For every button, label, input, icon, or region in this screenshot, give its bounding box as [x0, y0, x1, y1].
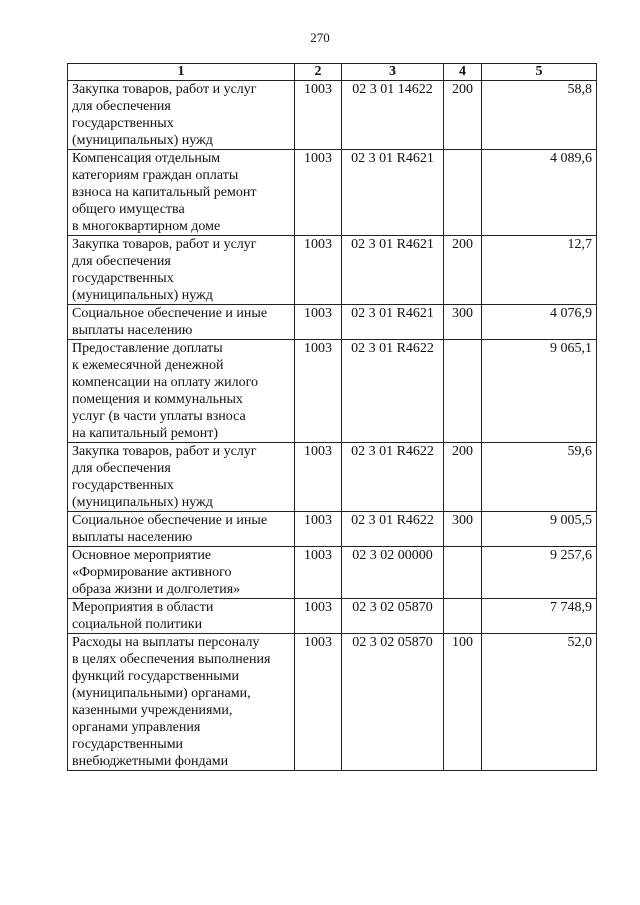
type-cell [444, 547, 482, 599]
type-cell: 300 [444, 305, 482, 340]
csr-cell: 02 3 01 R4622 [342, 443, 444, 512]
amount-cell: 9 257,6 [482, 547, 597, 599]
code-cell: 1003 [295, 512, 342, 547]
csr-cell: 02 3 02 05870 [342, 634, 444, 771]
amount-cell: 4 076,9 [482, 305, 597, 340]
csr-cell: 02 3 02 05870 [342, 599, 444, 634]
header-col-4: 4 [444, 64, 482, 81]
table-row [68, 512, 597, 547]
code-cell: 1003 [295, 599, 342, 634]
type-cell: 200 [444, 236, 482, 305]
amount-cell: 59,6 [482, 443, 597, 512]
code-cell: 1003 [295, 236, 342, 305]
header-col-3: 3 [342, 64, 444, 81]
csr-cell: 02 3 02 00000 [342, 547, 444, 599]
name-cell: Основное мероприятие «Формирование активного образа жизни и долголетия» [68, 547, 295, 599]
csr-cell: 02 3 01 14622 [342, 81, 444, 150]
table-row [68, 443, 597, 512]
table-row [68, 340, 597, 443]
csr-cell: 02 3 01 R4621 [342, 305, 444, 340]
header-row [68, 64, 597, 81]
name-cell: Социальное обеспечение и иные выплаты населению [68, 305, 295, 340]
amount-cell: 52,0 [482, 634, 597, 771]
table-row [68, 150, 597, 236]
header-col-1: 1 [68, 64, 295, 81]
code-cell: 1003 [295, 443, 342, 512]
csr-cell: 02 3 01 R4621 [342, 150, 444, 236]
amount-cell: 7 748,9 [482, 599, 597, 634]
table-row [68, 81, 597, 150]
amount-cell: 9 005,5 [482, 512, 597, 547]
name-cell: Расходы на выплаты персоналу в целях обеспечения выполнения функций государственными (муниципальными) органами, казенными учреждениями, органами управления государственными внебюджетными фондами [68, 634, 295, 771]
name-cell: Мероприятия в области социальной политики [68, 599, 295, 634]
table-row [68, 599, 597, 634]
page-number: 270 [310, 30, 330, 45]
type-cell [444, 150, 482, 236]
code-cell: 1003 [295, 340, 342, 443]
name-cell: Закупка товаров, работ и услуг для обеспечения государственных (муниципальных) нужд [68, 443, 295, 512]
table-row [68, 634, 597, 771]
table-row [68, 305, 597, 340]
csr-cell: 02 3 01 R4622 [342, 512, 444, 547]
header-col-5: 5 [482, 64, 597, 81]
type-cell: 300 [444, 512, 482, 547]
amount-cell: 9 065,1 [482, 340, 597, 443]
code-cell: 1003 [295, 81, 342, 150]
type-cell: 200 [444, 81, 482, 150]
code-cell: 1003 [295, 305, 342, 340]
name-cell: Закупка товаров, работ и услуг для обеспечения государственных (муниципальных) нужд [68, 236, 295, 305]
name-cell: Компенсация отдельным категориям граждан оплаты взноса на капитальный ремонт общего имущества в многоквартирном доме [68, 150, 295, 236]
amount-cell: 58,8 [482, 81, 597, 150]
type-cell: 100 [444, 634, 482, 771]
amount-cell: 12,7 [482, 236, 597, 305]
name-cell: Предоставление доплаты к ежемесячной денежной компенсации на оплату жилого помещения и коммунальных услуг (в части уплаты взноса на капитальный ремонт) [68, 340, 295, 443]
type-cell: 200 [444, 443, 482, 512]
type-cell [444, 599, 482, 634]
code-cell: 1003 [295, 150, 342, 236]
csr-cell: 02 3 01 R4621 [342, 236, 444, 305]
amount-cell: 4 089,6 [482, 150, 597, 236]
csr-cell: 02 3 01 R4622 [342, 340, 444, 443]
header-col-2: 2 [295, 64, 342, 81]
table-body [68, 81, 597, 771]
name-cell: Закупка товаров, работ и услуг для обеспечения государственных (муниципальных) нужд [68, 81, 295, 150]
code-cell: 1003 [295, 634, 342, 771]
type-cell [444, 340, 482, 443]
code-cell: 1003 [295, 547, 342, 599]
table-row [68, 236, 597, 305]
budget-table [67, 63, 597, 771]
table-row [68, 547, 597, 599]
name-cell: Социальное обеспечение и иные выплаты населению [68, 512, 295, 547]
